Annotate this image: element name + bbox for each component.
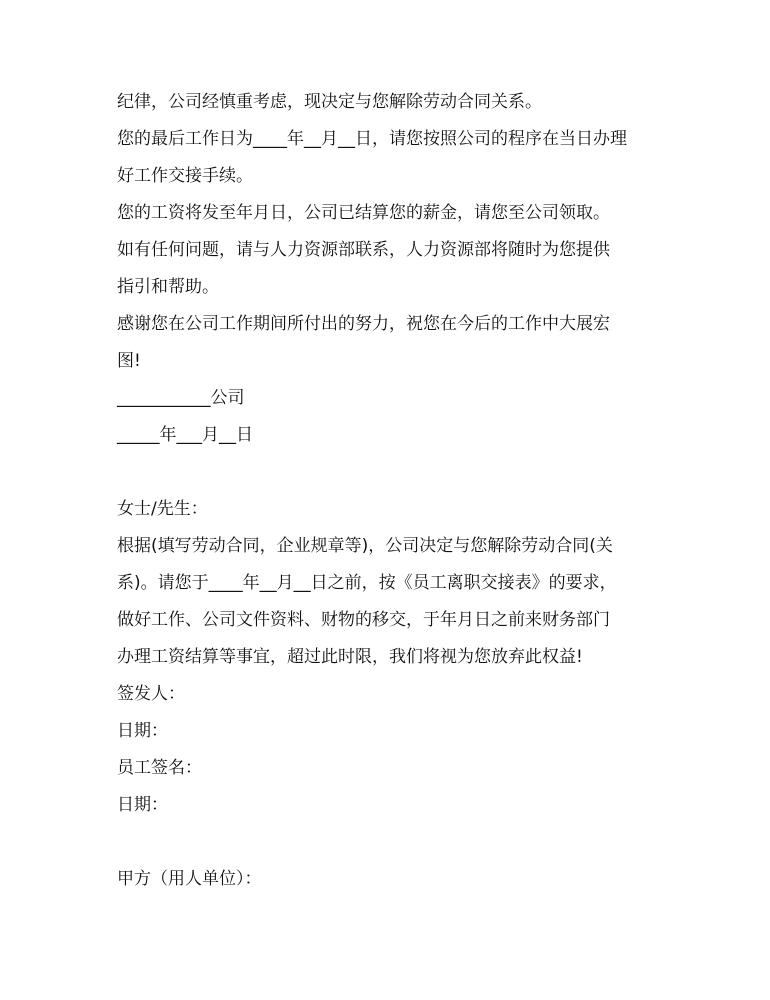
salutation: 女士/先生： bbox=[117, 499, 208, 519]
text-line: 感谢您在公司工作期间所付出的努力，祝您在今后的工作中大展宏 bbox=[117, 314, 610, 334]
date-label: 日期： bbox=[117, 795, 168, 815]
signature-date-line: _____年___月__日 bbox=[117, 425, 253, 445]
text-line: 您的最后工作日为____年__月__日，请您按照公司的程序在当日办理 bbox=[117, 129, 627, 149]
text-line: 好工作交接手续。 bbox=[117, 166, 253, 186]
signature-company-line: ___________公司 bbox=[117, 388, 245, 408]
party-a-label: 甲方（用人单位）： bbox=[117, 869, 262, 889]
text-line: 纪律，公司经慎重考虑，现决定与您解除劳动合同关系。 bbox=[117, 92, 542, 112]
text-line: 图! bbox=[117, 351, 141, 371]
date-label: 日期： bbox=[117, 721, 168, 741]
text-line: 根据(填写劳动合同，企业规章等)，公司决定与您解除劳动合同(关 bbox=[117, 536, 613, 556]
employee-signature-label: 员工签名： bbox=[117, 758, 202, 778]
document-body bbox=[117, 84, 657, 898]
text-line: 做好工作、公司文件资料、财物的移交，于年月日之前来财务部门 bbox=[117, 610, 610, 630]
text-line: 您的工资将发至年月日，公司已结算您的薪金，请您至公司领取。 bbox=[117, 203, 610, 223]
text-line: 办理工资结算等事宜，超过此时限，我们将视为您放弃此权益! bbox=[117, 647, 583, 667]
text-line: 系)。请您于____年__月__日之前，按《员工离职交接表》的要求， bbox=[117, 573, 617, 593]
paragraph-gap bbox=[117, 824, 657, 861]
paragraph-gap bbox=[117, 454, 657, 491]
issuer-label: 签发人： bbox=[117, 684, 185, 704]
text-line: 如有任何问题，请与人力资源部联系，人力资源部将随时为您提供 bbox=[117, 240, 610, 260]
text-line: 指引和帮助。 bbox=[117, 277, 219, 297]
